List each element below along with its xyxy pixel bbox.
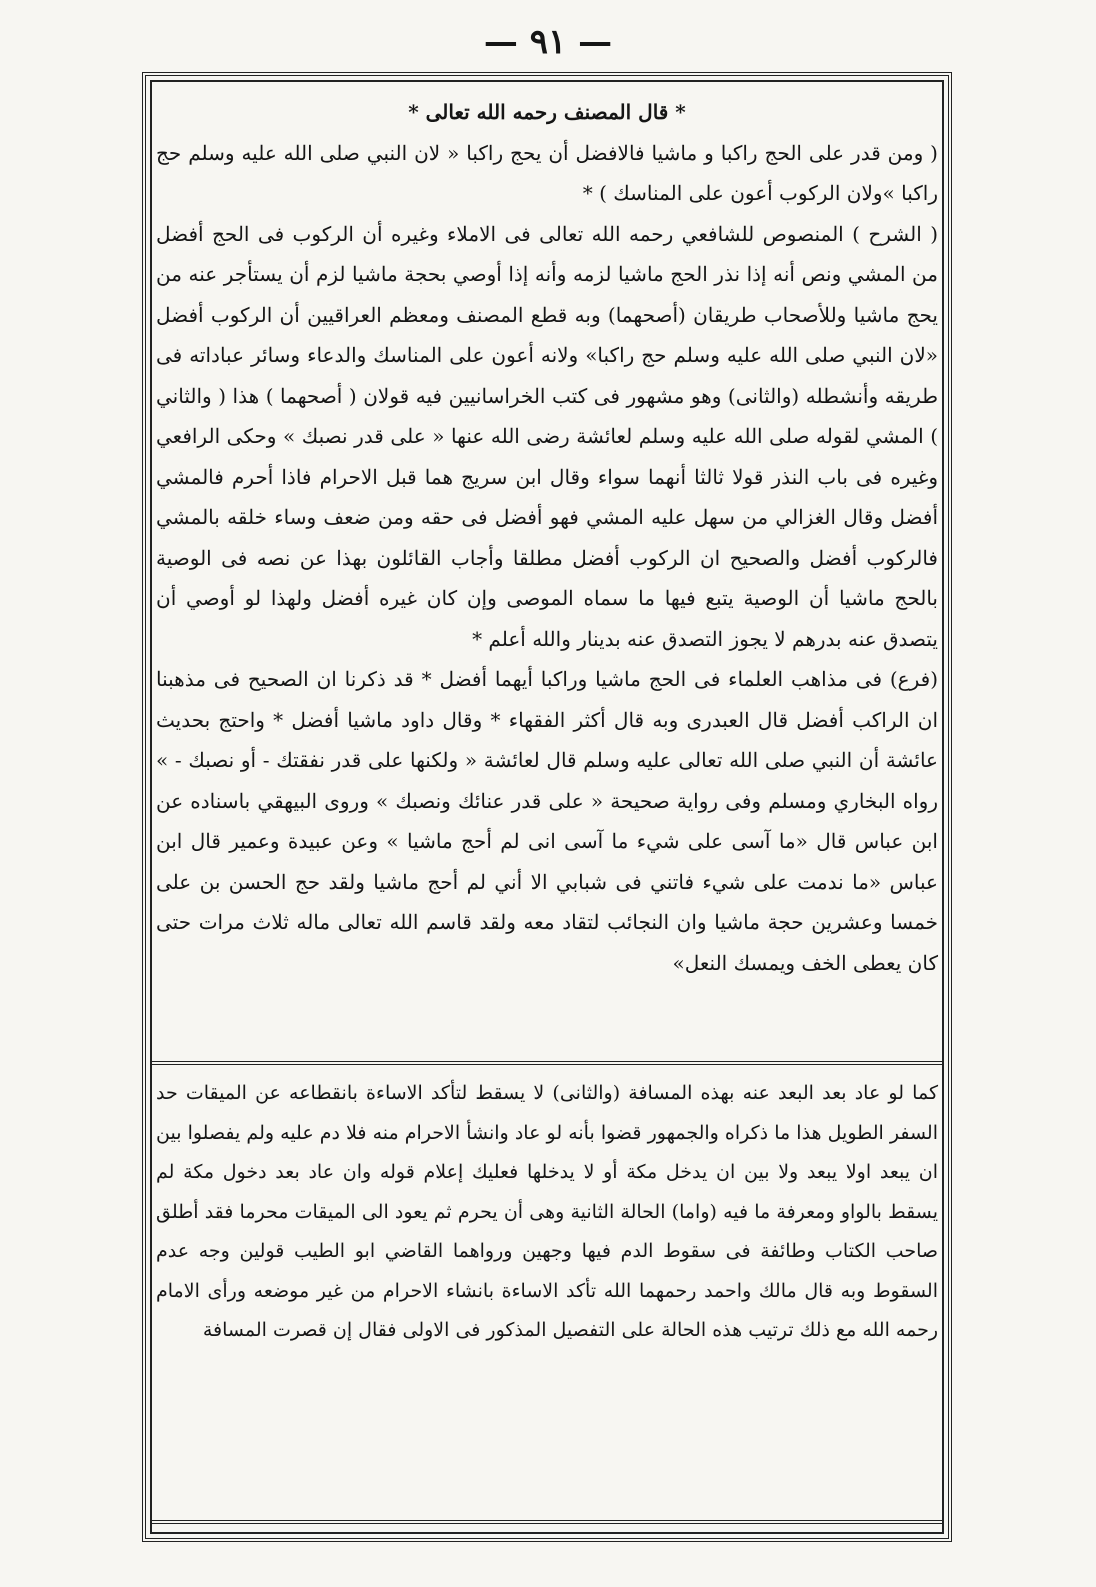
main-text	[156, 92, 938, 983]
commentary-paragraph: ( الشرح ) المنصوص للشافعي رحمه الله تعالى فى الاملاء وغيره أن الركوب فى الحج أفضل من المشي ونص أنه إذا نذر الحج ماشيا لزمه وأنه إذا أوصي بحجة ماشيا لزم أن يستأجر عنه من يحج ماشيا وللأصحاب طريقان (أصحهما) وبه قطع المصنف ومعظم العراقيين أن الركوب أفضل «لان النبي صلى الله عليه وسلم حج راكبا» ولانه أعون على المناسك والدعاء وسائر عباداته فى طريقه وأنشطله (والثانى) وهو مشهور فى كتب الخراسانيين فيه قولان ( أصحهما ) هذا ( والثاني ) المشي لقوله صلى الله عليه وسلم لعائشة رضى الله عنها « على قدر نصبك » وحكى الرافعي وغيره فى باب النذر قولا ثالثا أنهما سواء وقال ابن سريج هما قبل الاحرام فاذا أحرم فالمشي أفضل وقال الغزالي من سهل عليه المشي فهو أفضل فى حقه ومن ضعف وساء خلقه بالمشي فالركوب أفضل والصحيح ان الركوب أفضل مطلقا وأجاب القائلون بهذا عن نصه فى الوصية بالحج ماشيا أن الوصية يتبع فيها ما سماه الموصى وإن كان غيره أفضل ولهذا لو أوصي أن يتصدق عنه بدرهم لا يجوز التصدق عنه بدينار والله أعلم *	[156, 221, 938, 651]
footnote-paragraph: كما لو عاد بعد البعد عنه بهذه المسافة (والثانى) لا يسقط لتأكد الاساءة بانقطاعه عن الميقات حد السفر الطويل هذا ما ذكراه والجمهور قضوا بأنه لو عاد وانشأ الاحرام منه فلا دم عليه ولم يفصلوا بين ان يبعد اولا يبعد ولا بين ان يدخل مكة أو لا يدخلها فعليك إعلام قوله وان عاد بعد دخول مكة لم يسقط بالواو ومعرفة ما فيه (واما) الحالة الثانية وهى أن يحرم ثم يعود الى الميقات محرما فقد أطلق صاحب الكتاب وطائفة فى سقوط الدم فيها وجهين ورواهما القاضي ابو الطيب قولين وجه عدم السقوط وبه قال مالك واحمد رحمهما الله تأكد الاساءة بانشاء الاحرام من غير موضعه ورأى الامام رحمه الله مع ذلك ترتيب هذه الحالة على التفصيل المذكور فى الاولى فقال إن قصرت المسافة	[156, 1082, 938, 1341]
branch-paragraph: (فرع) فى مذاهب العلماء فى الحج ماشيا وراكبا أيهما أفضل * قد ذكرنا ان الصحيح فى مذهبنا ان الراكب أفضل قال العبدرى وبه قال أكثر الفقهاء * وقال داود ماشيا أفضل * واحتج بحديث عائشة أن النبي صلى الله تعالى عليه وسلم قال لعائشة « ولكنها على قدر نفقتك - أو نصبك - » رواه البخاري ومسلم وفى رواية صحيحة « على قدر عنائك ونصبك » وروى البيهقي باسناده عن ابن عباس قال «ما آسى على شيء ما آسى انى لم أحج ماشيا » وعن عبيدة وعمير قال ابن عباس «ما ندمت على شيء فاتني فى شبابي الا أني لم أحج ماشيا ولقد حج الحسن بن على خمسا وعشرين حجة ماشيا وان النجائب لتقاد معه ولقد قاسم الله تعالى ماله ثلاث مرات حتى كان يعطى الخف ويمسك النعل»	[156, 667, 938, 975]
footnote-text	[156, 1074, 938, 1351]
page-number: — ٩١ —	[483, 22, 613, 62]
footnote-separator	[150, 1061, 944, 1065]
author-quote: ( ومن قدر على الحج راكبا و ماشيا فالافضل أن يحج راكبا « لان النبي صلى الله عليه وسلم حج راكبا »ولان الركوب أعون على المناسك ) *	[156, 140, 938, 205]
bottom-rule	[150, 1520, 944, 1524]
section-heading: * قال المصنف رحمه الله تعالى *	[408, 100, 686, 124]
